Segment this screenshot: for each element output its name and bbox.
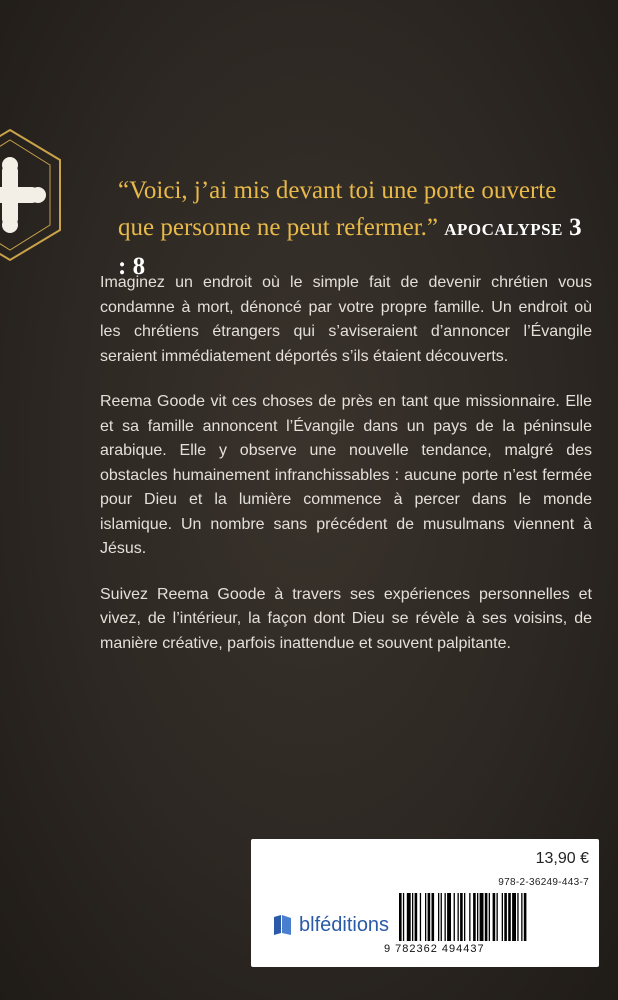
- back-cover-blurb: [100, 271, 592, 677]
- blurb-paragraph: Imaginez un endroit où le simple fait de devenir chrétien vous condamne à mort, dénoncé par votre propre famille. Un endroit où les chrétiens étrangers qui s’aviseraient d’annoncer l’Évangile seraient immédiatement déportés s’ils étaient découverts.: [100, 274, 592, 365]
- book-icon: [271, 913, 295, 937]
- blurb-paragraph: Reema Goode vit ces choses de près en tant que missionnaire. Elle et sa famille annoncent l’Évangile dans un pays de la péninsule arabique. Elle y observe une nouvelle tendance, malgré des obstacles humainement infranchissables : aucune porte n’est fermée pour Dieu et la lumière commence à percer dans le monde islamique. Un nombre sans précédent de musulmans viennent à Jésus.: [100, 393, 592, 557]
- publisher-logo: [271, 913, 389, 937]
- cross-ornament-icon: [0, 120, 80, 280]
- quote-text: “Voici, j’ai mis devant toi une porte ouverte que personne ne peut refermer.”: [118, 177, 557, 241]
- publisher-name: blféditions: [299, 913, 390, 936]
- price-barcode-sticker: [251, 839, 599, 967]
- barcode-digits: 9 782362 494437: [384, 943, 485, 955]
- price-label: 13,90 €: [535, 850, 589, 867]
- blurb-paragraph: Suivez Reema Goode à travers ses expériences personnelles et vivez, de l’intérieur, la façon dont Dieu se révèle à ses voisins, de manière créative, parfois inattendue et souvent palpitante.: [100, 585, 592, 652]
- quote-reference-number: 3 : 8: [118, 214, 582, 280]
- isbn-label: 978-2-36249-443-7: [498, 877, 589, 888]
- epigraph-quote: [118, 172, 588, 285]
- barcode: [399, 893, 589, 941]
- quote-reference-book: APOCALYPSE: [444, 220, 563, 239]
